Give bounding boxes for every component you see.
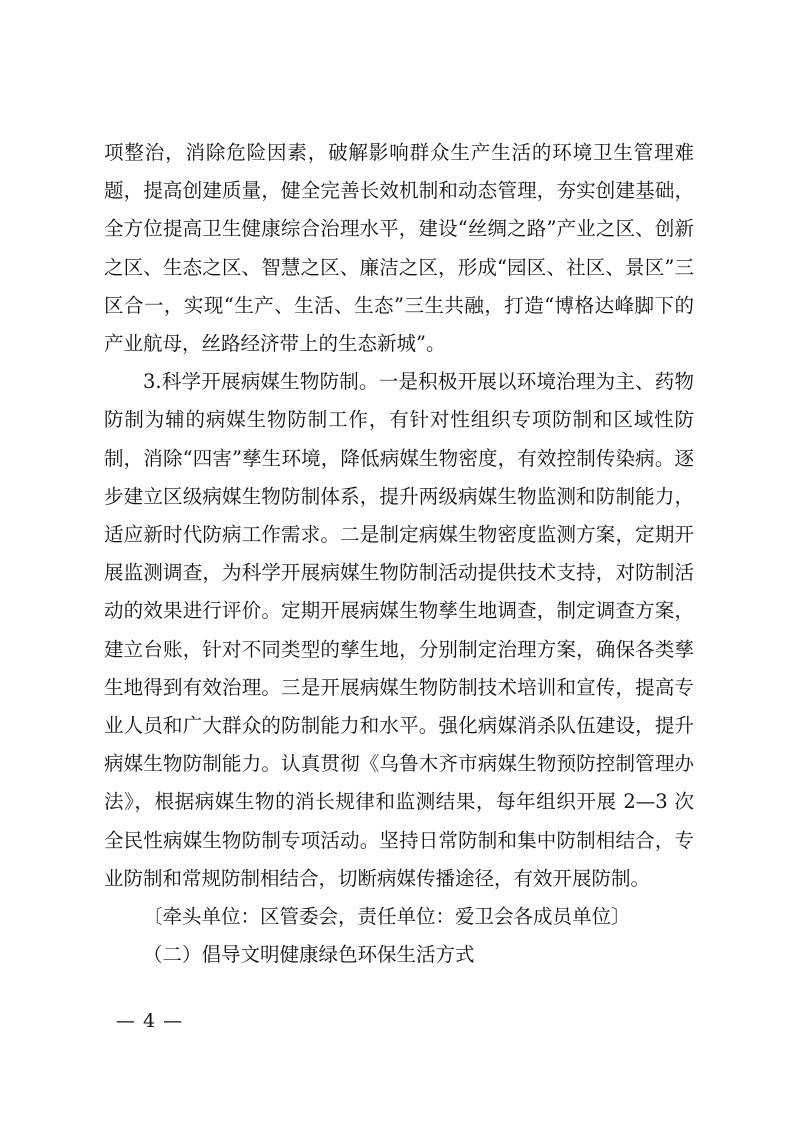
page-number: — 4 — — [116, 1010, 184, 1032]
body-text — [104, 134, 694, 974]
paragraph-vector-control: 3.科学开展病媒生物防制。一是积极开展以环境治理为主、药物防制为辅的病媒生物防制工作，有针对性组织专项防制和区域性防制，消除“四害”孳生环境，降低病媒生物密度，有效控制传染病。逐步建立区级病媒生物防制体系，提升两级病媒生物监测和防制能力，适应新时代防病工作需求。二是制定病媒生物密度监测方案，定期开展监测调查，为科学开展病媒生物防制活动提供技术支持，对防制活动的效果进行评价。定期开展病媒生物孳生地调查，制定调查方案，建立台账，针对不同类型的孳生地，分别制定治理方案，确保各类孳生地得到有效治理。三是开展病媒生物防制技术培训和宣传，提高专业人员和广大群众的防制能力和水平。强化病媒消杀队伍建设，提升病媒生物防制能力。认真贯彻《乌鲁木齐市病媒生物预防控制管理办法》，根据病媒生物的消长规律和监测结果，每年组织开展 2—3 次全民性病媒生物防制专项活动。坚持日常防制和集中防制相结合，专业防制和常规防制相结合，切断病媒传播途径，有效开展防制。 — [104, 370, 694, 890]
section-heading: （二）倡导文明健康绿色环保生活方式 — [143, 943, 475, 967]
paragraph-continuation: 项整治，消除危险因素，破解影响群众生产生活的环境卫生管理难题，提高创建质量，健全完善长效机制和动态管理，夯实创建基础，全方位提高卫生健康综合治理水平，建设“丝绸之路”产业之区、创新之区、生态之区、智慧之区、廉洁之区，形成“园区、社区、景区”三区合一，实现“生产、生活、生态”三生共融，打造“博格达峰脚下的产业航母，丝路经济带上的生态新城”。 — [104, 141, 694, 356]
paragraph-responsible-units: 〔牵头单位：区管委会，责任单位：爱卫会各成员单位〕 — [143, 905, 631, 929]
